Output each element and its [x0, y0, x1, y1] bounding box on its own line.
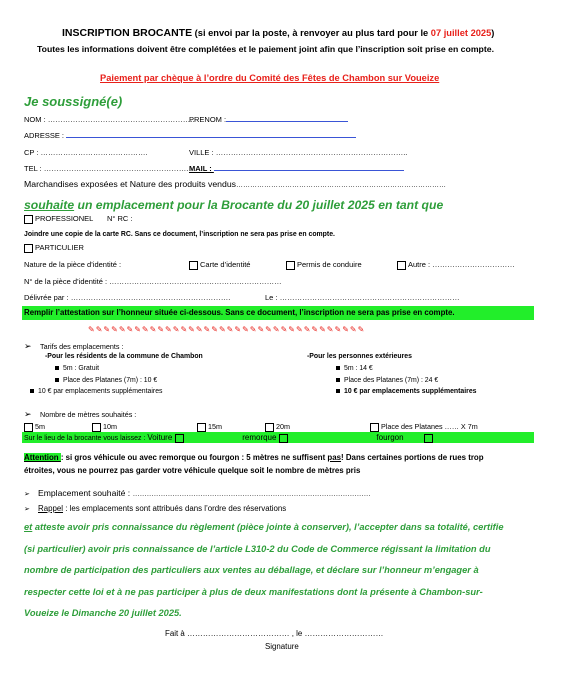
rc-row [107, 214, 133, 223]
ville-row [189, 148, 407, 157]
mail-row [189, 164, 404, 173]
professionel-row [24, 214, 93, 224]
professionel-label: PROFESSIONEL [35, 214, 94, 223]
declaration-line-3: nombre de participation des particuliers aux ventes au déballage, et déclare sur l’honneur m’engager à [24, 565, 479, 575]
ville-label: VILLE : [189, 148, 216, 157]
merchandise-field[interactable]: ……………………………………………………………………………… [236, 182, 446, 189]
arrow-icon: ➢ [24, 409, 32, 419]
arrow-icon: ➢ [24, 341, 32, 351]
souhaite-rest: un emplacement pour la Brocante du 20 juillet 2025 en tant que [74, 198, 444, 212]
tel-field[interactable]: …………………………………………………. [43, 164, 189, 173]
autre-field[interactable]: …………………………… [432, 260, 515, 269]
metres-20-label: 20m [276, 422, 290, 431]
fourgon-label: fourgon [376, 433, 404, 442]
adresse-label: ADRESSE : [24, 131, 67, 140]
attention-text-1: : si gros véhicule ou avec remorque ou fourgon : 5 mètres ne suffisent [60, 453, 328, 462]
metres-10-label: 10m [103, 422, 117, 431]
lieu-label: Sur le lieu de la brocante vous laissez : [24, 435, 148, 442]
metres-option-20 [265, 422, 290, 432]
merchandise-row [24, 179, 446, 189]
title-date: 07 juillet 2025 [430, 28, 492, 38]
numero-row [24, 277, 282, 286]
declaration-line-1 [24, 522, 504, 532]
metres-title-row [24, 409, 136, 420]
exterieures-item-3-text: 10 € par emplacements supplémentaires [344, 388, 477, 395]
delivree-field[interactable]: ………………………………………………………. [70, 293, 231, 302]
exterieures-item-1-text: 5m : 14 € [344, 365, 373, 372]
title-paren-end: ) [491, 28, 495, 38]
tel-row [24, 164, 188, 173]
arrow-icon: ➢ [24, 506, 30, 513]
particulier-checkbox[interactable] [24, 244, 33, 253]
payment-note: Paiement par chèque à l’ordre du Comité des Fêtes de Chambon sur Voueize [100, 73, 440, 83]
title-main: INSCRIPTION BROCANTE [62, 27, 193, 39]
header-title [62, 27, 494, 39]
autre-row [397, 260, 515, 270]
attention-text-2: ! Dans certaines portions de rues trop [341, 453, 484, 462]
autre-checkbox[interactable] [397, 261, 406, 270]
attestation-banner: Remplir l’attestation sur l’honneur située ci-dessous. Sans ce document, l’inscription ne sera pas prise en compte. [22, 306, 534, 320]
residents-item-3 [30, 388, 162, 395]
ville-field[interactable]: ………………………………………………………………….. [215, 148, 408, 157]
platanes-checkbox[interactable] [370, 423, 379, 432]
emplacement-sep: : [125, 488, 133, 498]
emplacement-row [24, 488, 371, 498]
fait-date-field[interactable]: ………………………… [304, 629, 384, 638]
adresse-field[interactable] [66, 137, 356, 138]
declaration-line-5: Voueize le Dimanche 20 juillet 2025. [24, 608, 182, 618]
tarifs-title-row [24, 341, 124, 352]
rc-label: N° RC : [107, 214, 133, 223]
autre-label: Autre : [408, 260, 433, 269]
carte-checkbox[interactable] [189, 261, 198, 270]
permis-checkbox[interactable] [286, 261, 295, 270]
metres-title: Nombre de mètres souhaités : [40, 410, 137, 419]
residents-item-3-text: 10 € par emplacements supplémentaires [38, 388, 163, 395]
rappel-label: Rappel [38, 504, 64, 513]
mail-field[interactable] [214, 170, 404, 171]
metres-15-label: 15m [208, 422, 222, 431]
tel-label: TEL : [24, 164, 44, 173]
emplacement-label: Emplacement souhaité [38, 488, 126, 498]
le-row [265, 293, 460, 302]
carte-label: Carte d’identité [200, 260, 251, 269]
residents-title: -Pour les résidents de la commune de Chambon [45, 353, 203, 360]
bullet-icon [55, 366, 59, 370]
souhaite-word: souhaite [24, 198, 75, 212]
exterieures-item-2-text: Place des Platanes (7m) : 24 € [344, 377, 439, 384]
metres-20-checkbox[interactable] [265, 423, 274, 432]
attention-pas: pas [327, 453, 342, 462]
exterieures-item-2 [336, 377, 438, 384]
cp-label: CP : [24, 148, 41, 157]
declaration-line-2: (si particulier) avoir pris connaissance de l’article L310-2 du Code de Commerce régissant la limitation du [24, 544, 491, 554]
exterieures-item-1 [336, 365, 373, 372]
metres-option-5 [24, 422, 45, 432]
carte-row [189, 260, 250, 270]
attention-line-2: étroites, vous ne pourrez pas garder votre véhicule quelque soit le nombre de mètres pris [24, 466, 361, 475]
le-label: Le : [265, 293, 280, 302]
signature-area[interactable] [200, 654, 370, 672]
bullet-icon [336, 389, 340, 393]
rappel-row [24, 504, 286, 513]
voiture-label: Voiture [147, 433, 173, 442]
bullet-icon [336, 378, 340, 382]
header-subtitle: Toutes les informations doivent être complétées et le paiement joint afin que l’inscription soit prise en compte. [37, 44, 494, 54]
metres-15-checkbox[interactable] [197, 423, 206, 432]
signature-label: Signature [265, 642, 299, 651]
declaration-et: et [24, 522, 33, 532]
fait-le-label: , le [289, 629, 305, 638]
numero-field[interactable]: …………………………………………………………… [109, 277, 282, 286]
metres-5-checkbox[interactable] [24, 423, 33, 432]
attention-label: Attention [24, 453, 61, 462]
souhaite-heading [24, 198, 443, 212]
adresse-row [24, 131, 356, 140]
metres-option-10 [92, 422, 117, 432]
numero-label: N° de la pièce d’identité : [24, 277, 110, 286]
mail-label: MAIL : [189, 164, 214, 173]
tarifs-title: Tarifs des emplacements : [40, 342, 124, 351]
nature-label: Nature de la pièce d’identité : [24, 260, 122, 269]
exterieures-title: -Pour les personnes extérieures [307, 353, 412, 360]
emplacement-field[interactable]: ………………………………………………………………………………………… [132, 491, 371, 498]
exterieures-item-3 [336, 388, 477, 395]
declaration-line-4: respecter cette loi et à ne pas participer à plus de deux manifestations dont la présente à Chambon-sur- [24, 587, 483, 597]
professionel-checkbox[interactable] [24, 215, 33, 224]
merchandise-label: Marchandises exposées et Nature des produits vendus [24, 179, 236, 189]
metres-option-platanes [370, 422, 478, 432]
fait-label: Fait à [165, 629, 187, 638]
permis-label: Permis de conduire [297, 260, 362, 269]
metres-10-checkbox[interactable] [92, 423, 101, 432]
nom-label: NOM : [24, 115, 48, 124]
attention-line-1 [24, 453, 484, 462]
cp-row [24, 148, 148, 157]
rc-note: Joindre une copie de la carte RC. Sans ce document, l’inscription ne sera pas prise en compte. [24, 231, 335, 238]
metres-option-15 [197, 422, 222, 432]
fait-row [165, 629, 383, 638]
particulier-label: PARTICULIER [35, 243, 84, 252]
fait-field[interactable]: ………………………………… [186, 629, 290, 638]
nom-row [24, 115, 194, 124]
delivree-row [24, 293, 230, 302]
residents-item-1 [55, 365, 99, 372]
prenom-label: PRENOM : [189, 115, 227, 124]
bullet-icon [30, 389, 34, 393]
permis-row [286, 260, 362, 270]
residents-item-1-text: 5m : Gratuit [63, 365, 99, 372]
voiture-checkbox[interactable] [175, 434, 184, 443]
residents-item-2 [55, 377, 157, 384]
fourgon-checkbox[interactable] [424, 434, 433, 443]
bullet-icon [55, 378, 59, 382]
le-field[interactable]: ……………………………………………………………… [279, 293, 460, 302]
decorative-divider [88, 325, 365, 334]
arrow-icon: ➢ [24, 491, 30, 498]
residents-item-2-text: Place des Platanes (7m) : 10 € [63, 377, 158, 384]
delivree-label: Délivrée par : [24, 293, 71, 302]
prenom-field[interactable] [226, 121, 348, 122]
cp-field[interactable]: ……………………………………. [40, 148, 148, 157]
je-soussigne-heading: Je soussigné(e) [24, 94, 123, 109]
nom-field[interactable]: ………………………………………………….. [47, 115, 195, 124]
prenom-row [189, 115, 348, 124]
rappel-text: : les emplacements sont attribués dans l’ordre des réservations [63, 504, 287, 513]
particulier-row [24, 243, 84, 253]
divider-glyphs: ✎✎✎✎✎✎✎✎✎✎✎✎✎✎✎✎✎✎✎✎✎✎✎✎✎✎✎✎✎✎✎✎✎✎✎✎ [88, 325, 366, 334]
title-paren-start: (si envoi par la poste, à renvoyer au plus tard pour le [192, 28, 431, 38]
vehicle-banner [22, 432, 534, 443]
platanes-label: Place des Platanes …… X 7m [381, 422, 478, 431]
remorque-label: remorque [242, 433, 277, 442]
declaration-line-1-text: atteste avoir pris connaissance du règlement (pièce jointe à conserver), l’accepter dans sa totalité, certifie [32, 522, 504, 532]
metres-5-label: 5m [35, 422, 45, 431]
bullet-icon [336, 366, 340, 370]
remorque-checkbox[interactable] [279, 434, 288, 443]
